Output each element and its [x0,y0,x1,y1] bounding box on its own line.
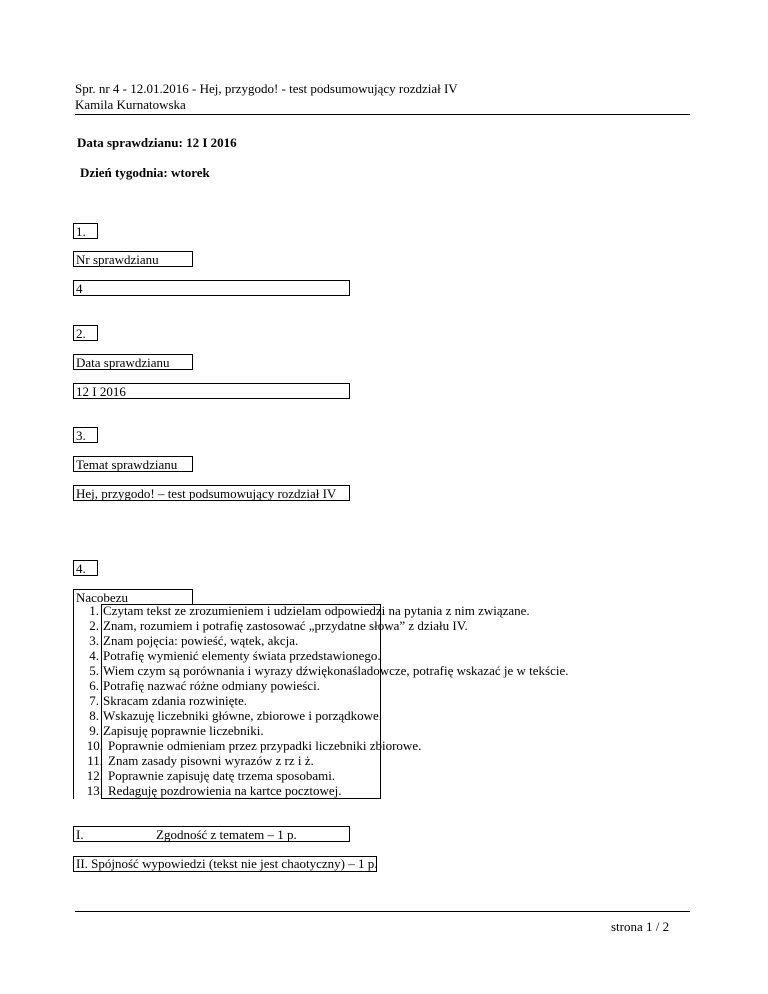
item-text: Potrafię wymienić elementy świata przedstawionego. [103,648,381,663]
item-text: Potrafię nazwać różne odmiany powieści. [103,678,320,693]
section-2-value: 12 I 2016 [76,384,126,399]
item-number: 11. [87,753,103,768]
item-text: Wskazuję liczebniki główne, zbiorowe i porządkowe. [103,708,383,723]
item-number: 8. [89,708,99,723]
item-number: 7. [89,693,99,708]
item-text: Skracam zdania rozwinięte. [103,693,248,708]
section-4-label: Nacobezu [76,590,128,605]
test-date: Data sprawdzianu: 12 I 2016 [77,135,237,150]
objectives-list [73,604,633,804]
item-text: Zapisuję poprawnie liczebniki. [103,723,264,738]
section-1-number: 1. [76,224,86,239]
criterion-1-text: Zgodność z tematem – 1 p. [156,827,297,842]
item-text: Poprawnie odmieniam przez przypadki liczebniki zbiorowe. [108,738,422,753]
section-1-label-box [73,251,193,267]
section-4-number: 4. [76,561,86,576]
item-number: 3. [89,633,99,648]
section-3-value-box [73,485,350,501]
item-number: 9. [89,723,99,738]
item-number: 10. [86,738,103,753]
section-2-label-box [73,354,193,370]
item-text: Znam pojęcia: powieść, wątek, akcja. [103,633,299,648]
criterion-2-text: II. Spójność wypowiedzi (tekst nie jest chaotyczny) – 1 p. [76,856,378,871]
criterion-1-number: I. [76,827,84,842]
item-number: 12. [86,768,103,783]
item-number: 1. [89,603,99,618]
item-text: Znam, rozumiem i potrafię zastosować „przydatne słowa” z działu IV. [103,618,468,633]
item-number: 2. [89,618,99,633]
section-4-number-box [73,560,98,576]
section-3-label: Temat sprawdzianu [76,457,178,472]
header-author: Kamila Kurnatowska [75,97,186,112]
section-3-label-box [73,456,193,472]
item-number: 5. [89,663,99,678]
item-number: 6. [89,678,99,693]
section-1-value-box [73,280,350,296]
page-number: strona 1 / 2 [611,919,670,934]
section-3-number: 3. [76,428,86,443]
item-text: Wiem czym są porównania i wyrazy dźwiękonaśladowcze, potrafię wskazać je w tekście. [103,663,569,678]
item-text: Znam zasady pisowni wyrazów z rz i ż. [108,753,314,768]
section-2-value-box [73,383,350,399]
section-2-number: 2. [76,326,86,341]
item-text: Redaguję pozdrowienia na kartce pocztowej. [108,783,342,798]
item-number: 4. [89,648,99,663]
item-text: Czytam tekst ze zrozumieniem i udzielam odpowiedzi na pytania z nim związane. [103,603,530,618]
section-3-number-box [73,427,98,443]
section-1-label: Nr sprawdzianu [76,252,159,267]
header-divider [75,114,690,115]
footer-divider [75,911,690,912]
weekday: Dzień tygodnia: wtorek [80,165,210,180]
section-1-value: 4 [76,281,83,296]
section-1-number-box [73,223,98,239]
header-title: Spr. nr 4 - 12.01.2016 - Hej, przygodo! - test podsumowujący rozdział IV [75,81,458,96]
criterion-1-box [73,826,350,842]
item-number: 13. [86,783,103,798]
section-2-number-box [73,325,98,341]
section-3-value: Hej, przygodo! – test podsumowujący rozdział IV [76,486,337,501]
item-text: Poprawnie zapisuję datę trzema sposobami. [108,768,336,783]
section-2-label: Data sprawdzianu [76,355,170,370]
